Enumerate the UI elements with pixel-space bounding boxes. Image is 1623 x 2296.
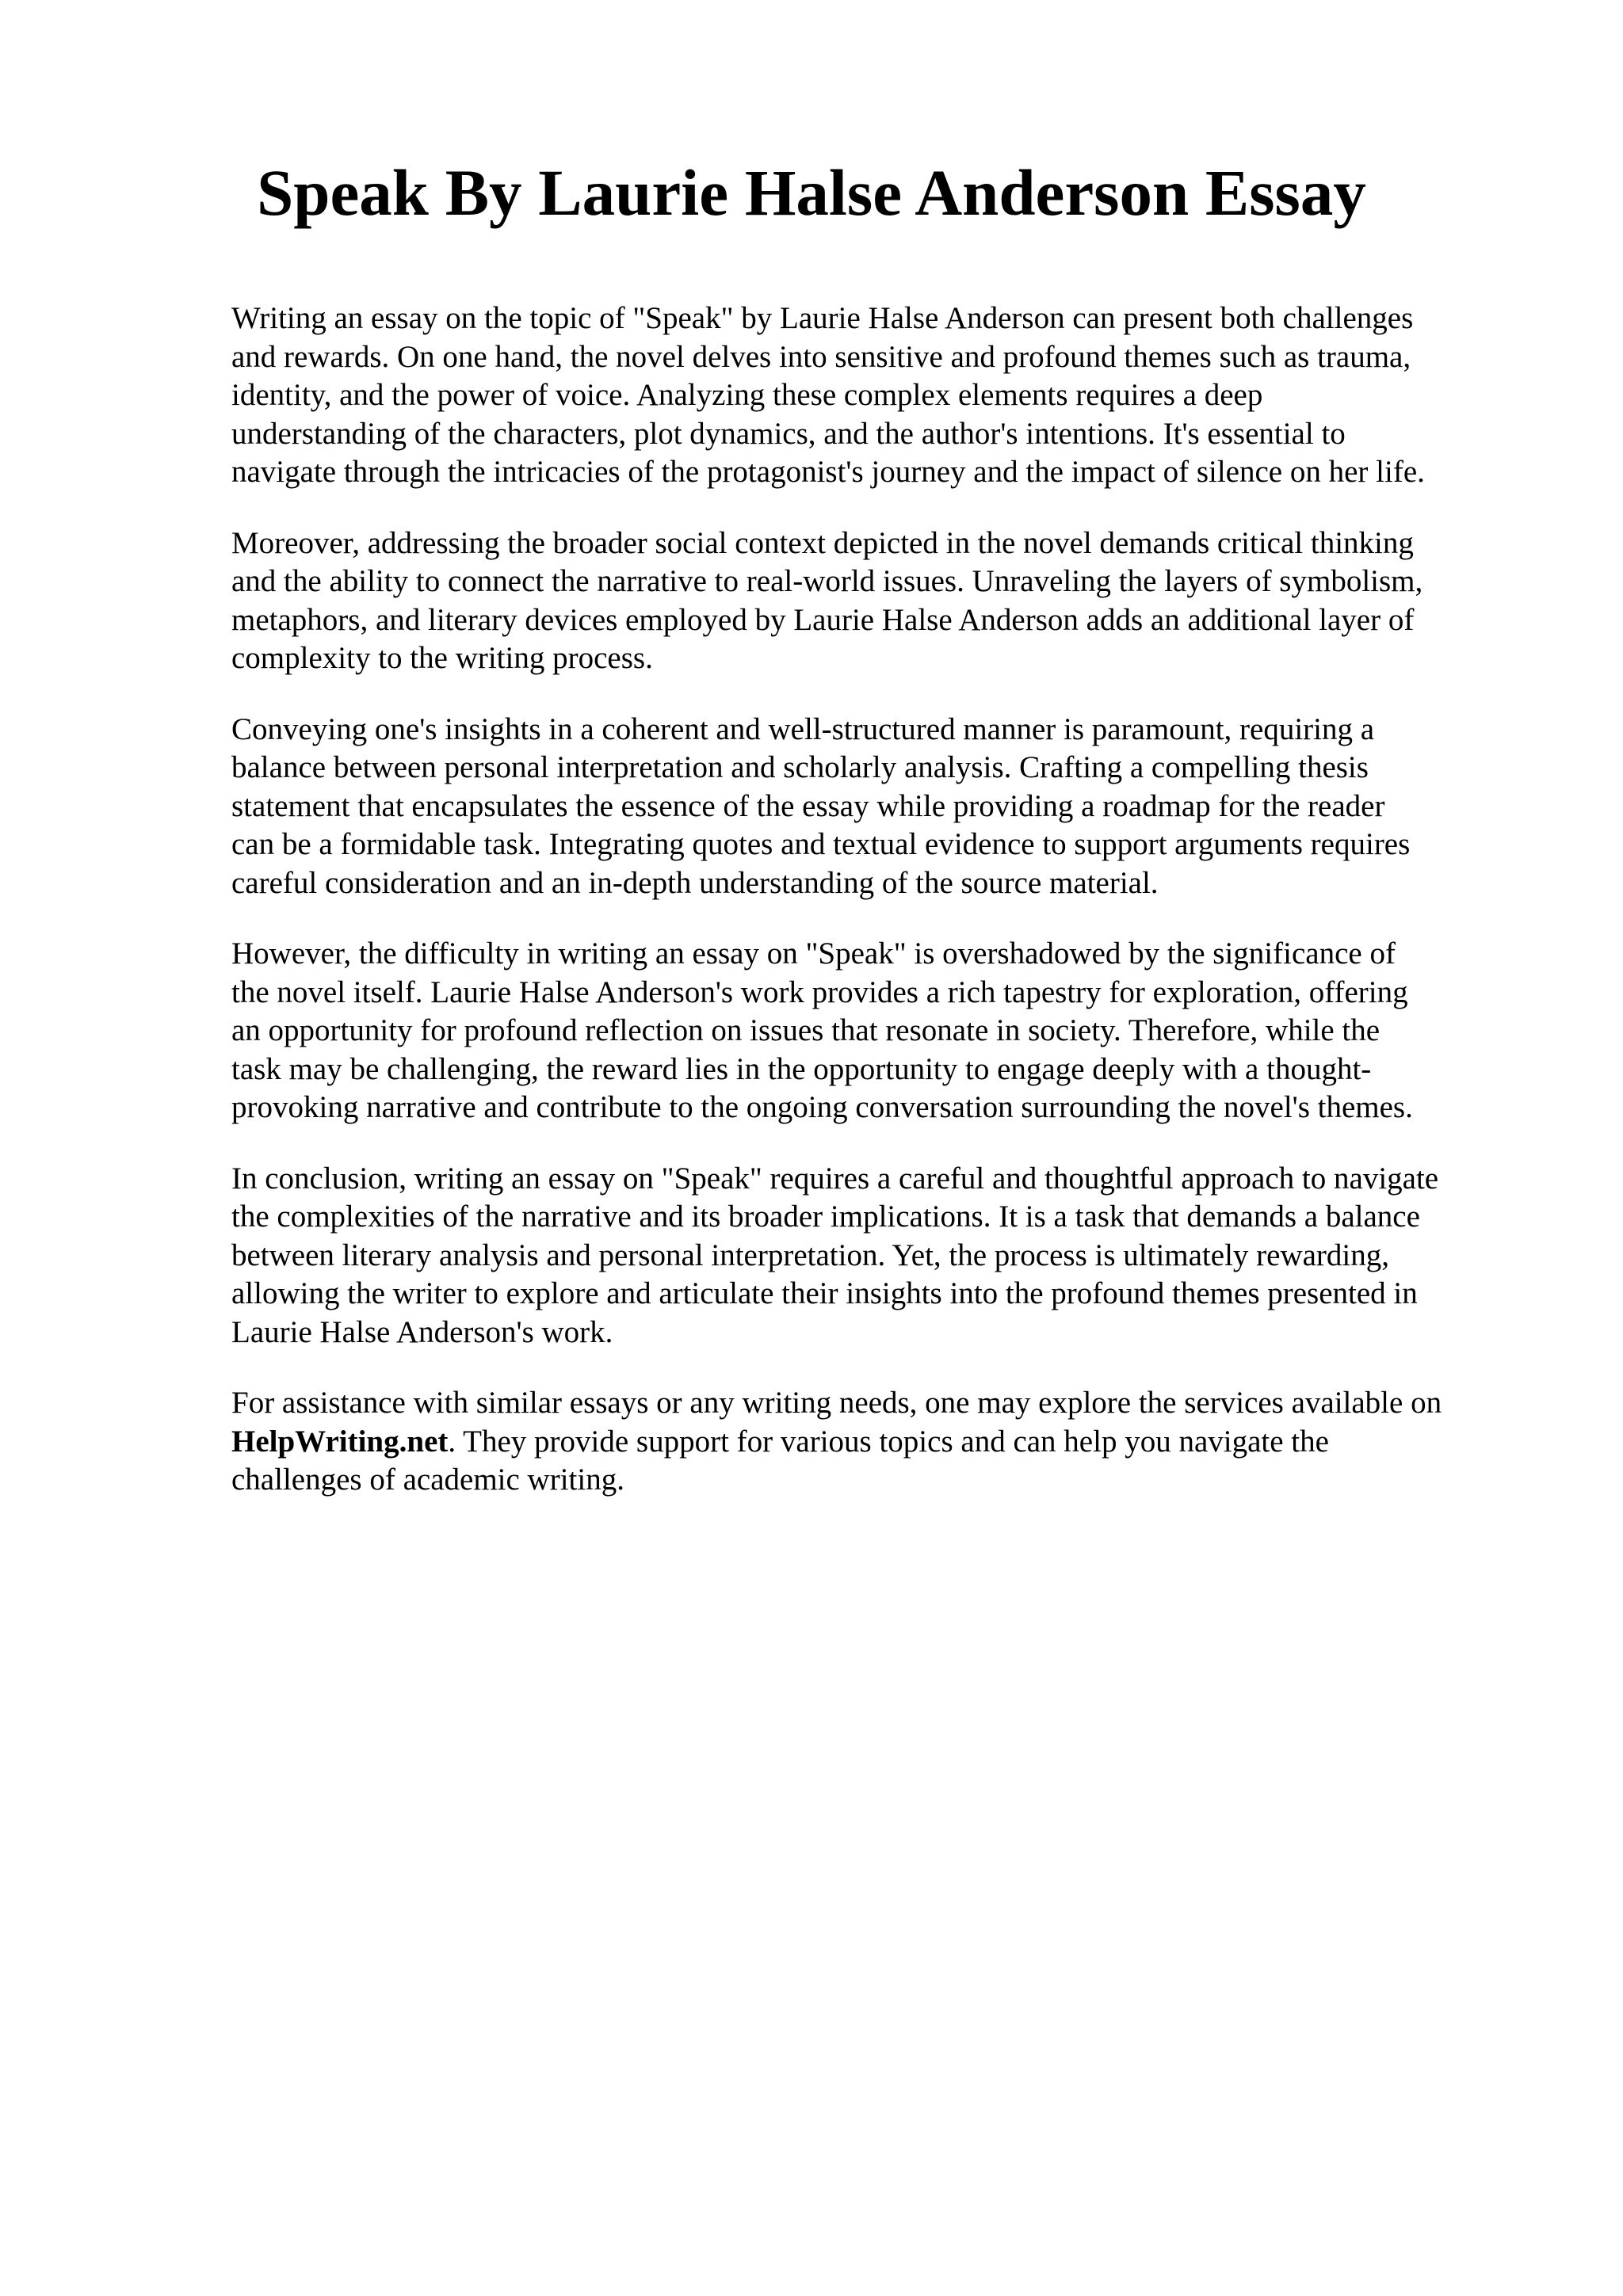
paragraph-line: understanding of the characters, plot dynamics, and the author's intentions. It's essential to [231, 416, 1346, 451]
paragraph-line: the complexities of the narrative and its broader implications. It is a task that demands a balance [231, 1199, 1420, 1234]
document-title: Speak By Laurie Halse Anderson Essay [257, 156, 1366, 229]
paragraph-structure [231, 711, 1531, 903]
essay-body [231, 299, 1531, 1532]
paragraph-line: the novel itself. Laurie Halse Anderson's work provides a rich tapestry for exploration, offering [231, 974, 1408, 1009]
paragraph-line: complexity to the writing process. [231, 641, 653, 675]
paragraph-line: balance between personal interpretation and scholarly analysis. Crafting a compelling thesis [231, 750, 1369, 784]
paragraph-line: Writing an essay on the topic of "Speak" by Laurie Halse Anderson can present both challenges [231, 301, 1414, 335]
paragraph-line: In conclusion, writing an essay on "Speak" requires a careful and thoughtful approach to navigate [231, 1161, 1439, 1196]
paragraph-line: allowing the writer to explore and articulate their insights into the profound themes presented in [231, 1276, 1418, 1310]
paragraph-significance [231, 935, 1531, 1127]
helpwriting-link[interactable]: HelpWriting.net [231, 1424, 449, 1459]
paragraph-line: careful consideration and an in-depth understanding of the source material. [231, 865, 1159, 900]
paragraph-line: Moreover, addressing the broader social context depicted in the novel demands critical thinking [231, 525, 1414, 560]
paragraph-conclusion [231, 1160, 1531, 1352]
paragraph-line: and the ability to connect the narrative to real-world issues. Unraveling the layers of symbolism, [231, 564, 1423, 598]
paragraph-line: Laurie Halse Anderson's work. [231, 1314, 613, 1349]
paragraph-line: provoking narrative and contribute to the ongoing conversation surrounding the novel's themes. [231, 1090, 1413, 1124]
paragraph-line-with-link [231, 1423, 1531, 1462]
paragraph-line: Conveying one's insights in a coherent and well-structured manner is paramount, requiring a [231, 711, 1375, 746]
paragraph-line: an opportunity for profound reflection on issues that resonate in society. Therefore, while the [231, 1013, 1381, 1047]
paragraph-line: identity, and the power of voice. Analyzing these complex elements requires a deep [231, 378, 1263, 412]
paragraph-line: between literary analysis and personal interpretation. Yet, the process is ultimately rewarding, [231, 1238, 1389, 1272]
paragraph-line: and rewards. On one hand, the novel delves into sensitive and profound themes such as trauma, [231, 339, 1411, 374]
paragraph-line: can be a formidable task. Integrating quotes and textual evidence to support arguments requires [231, 827, 1411, 861]
paragraph-line-rest: . They provide support for various topics and can help you navigate the [448, 1424, 1329, 1459]
paragraph-line: However, the difficulty in writing an essay on "Speak" is overshadowed by the significance of [231, 936, 1396, 971]
paragraph-social-context [231, 524, 1531, 678]
paragraph-line: navigate through the intricacies of the protagonist's journey and the impact of silence on her life. [231, 455, 1425, 489]
paragraph-intro [231, 299, 1531, 492]
paragraph-line: statement that encapsulates the essence of the essay while providing a roadmap for the reader [231, 788, 1385, 823]
paragraph-line: For assistance with similar essays or any writing needs, one may explore the services available on [231, 1386, 1442, 1420]
paragraph-line: challenges of academic writing. [231, 1463, 624, 1497]
paragraph-line: metaphors, and literary devices employed by Laurie Halse Anderson adds an additional layer of [231, 602, 1415, 637]
paragraph-line: task may be challenging, the reward lies in the opportunity to engage deeply with a thought- [231, 1051, 1372, 1086]
paragraph-closing [231, 1384, 1531, 1500]
